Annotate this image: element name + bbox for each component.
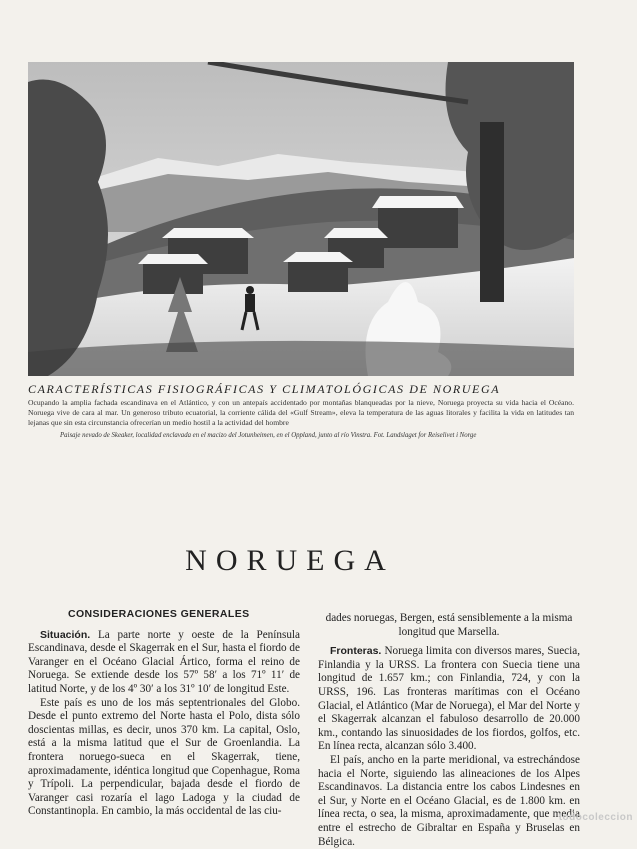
situation-label: Situación. (40, 628, 91, 641)
right-column (318, 612, 580, 849)
caption-credit: Paisaje nevado de Skeaker, localidad enclavada en el macizo del Jotunheimen, en el Oppland, junto al río Vinstra. Fot. Landslaget for Reiselivet i Norge (60, 432, 477, 439)
width-paragraph: El país, ancho en la parte meridional, va estrechándose hacia el Norte, siguiendo las alineaciones de los Alpes Escandinavos. La distancia entre los cabos Lindesnes en el Sur, y Norte en el Océano Glacial, es de 1.800 km. en línea recta, o sea, la misma, aproximadamente, que media entre el estrecho de Gibraltar en España y Bruselas en Bélgica. (318, 753, 580, 848)
left-column (28, 608, 300, 819)
watermark: todocoleccion (558, 812, 633, 823)
page-title: NORUEGA (185, 544, 395, 578)
frontiers-text: Noruega limita con diversos mares, Suecia, Finlandia y la URSS. La frontera con Suecia tiene una longitud de 1.657 km.; con Finlandia, 724, y con la URSS, 196. Las fronteras marítimas con el Océano Glacial, el Atlántico (Mar de Noruega), el Mar del Norte y el Skagerrak alcanzan el fabuloso desarrollo de 20.000 km., contando las sinuosidades de los fiordos, golfos, etc. En línea recta, alcanzan sólo 3.400. (318, 645, 581, 753)
continuation-paragraph: dades noruegas, Bergen, está sensiblemente a la misma longitud que Marsella. (325, 612, 573, 638)
situation-text: La parte norte y oeste de la Península Escandinava, desde el Skagerrak en el Sur, hasta el fiordo de Varanger en el Océano Glacial Ártico, forma el reino de Noruega. Se extiende desde los 57º 58′ a los 71º 11′ de latitud Norte, y de los 4º 30′ a los 31º 10′ de longitud Este. (28, 628, 300, 695)
caption-title: CARACTERÍSTICAS FISIOGRÁFICAS Y CLIMATOLÓGICAS DE NORUEGA (28, 382, 501, 396)
frontiers-label: Fronteras. (330, 645, 382, 658)
section-heading: CONSIDERACIONES GENERALES (68, 608, 250, 620)
frontiers-paragraph (318, 645, 580, 754)
caption-body: Ocupando la amplia fachada escandinava en el Atlántico, y con un antepaís accidentado por montañas blanqueadas por la nieve, Noruega proyecta su vida hacia el Océano. Noruega vive de cara al mar. Un generoso tributo ecuatorial, la corriente cálida del «Gulf Stream», eleva la temperatura de las aguas litorales y facilita la vida en latitudes tan lejanas que sin esta circunstancia ofrecerían un medio hostil a la actividad del hombre (28, 398, 574, 428)
situation-paragraph (28, 629, 300, 697)
landscape-photo (28, 62, 574, 376)
latitude-paragraph: Este país es uno de los más septentrionales del Globo. Desde el punto extremo del Norte hasta el Polo, dista sólo doscientas millas, es decir, unos 370 km. La capital, Oslo, está a la misma latitud que el Sur de Groenlandia. La frontera noruego-sueca en el Skagerrak, tiene, aproximadamente, idéntica longitud que Copenhague, Roma y Trípoli. La perpendicular, bajada desde el fiordo de Varanger casi rozaría el lago Ladoga y la ciudad de Constantinopla. En cambio, la más occidental de las ciu- (28, 696, 300, 818)
snow-landscape-illustration (28, 62, 574, 376)
